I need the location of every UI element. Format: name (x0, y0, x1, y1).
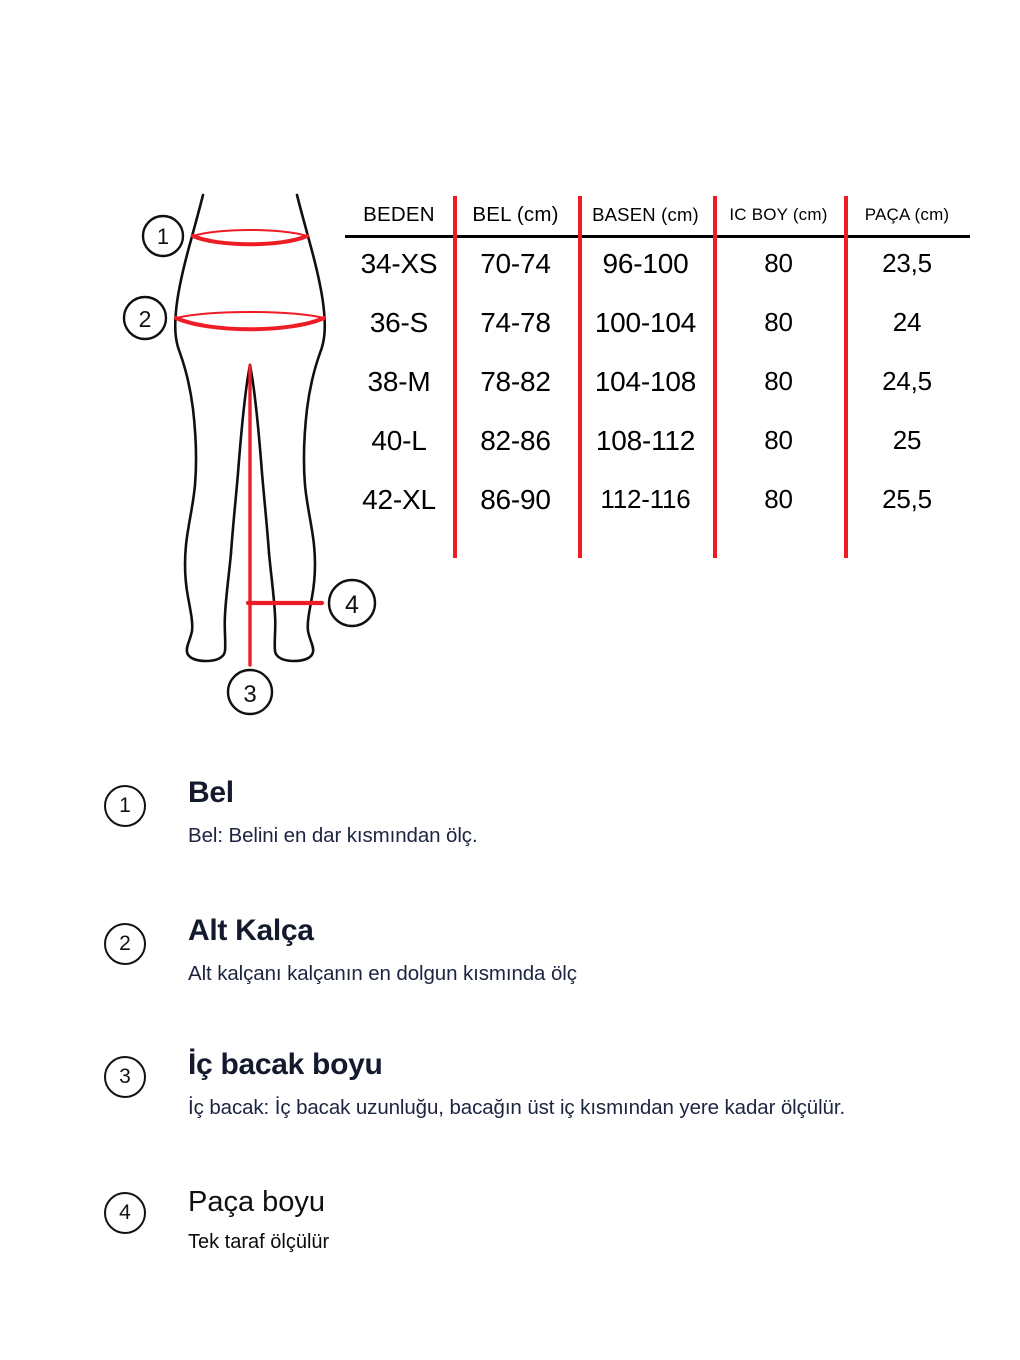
legend-title-bel: Bel (188, 776, 234, 809)
legend-text-block (188, 1188, 934, 1255)
cell-ic-boy: 80 (764, 366, 793, 396)
size-chart-table (345, 196, 970, 561)
column-divider-2 (578, 196, 582, 558)
column-divider-4 (844, 196, 848, 558)
legend-badge-4: 4 (104, 1192, 146, 1234)
cell-paca: 24 (892, 307, 922, 337)
cell-paca: 25 (892, 425, 922, 455)
figure-badge-3-label: 3 (243, 681, 257, 708)
figure-badge-2 (124, 297, 166, 339)
hip-measure-line-back (176, 312, 324, 318)
cell-bel: 82-86 (480, 424, 551, 456)
column-header-beden: BEDEN (363, 203, 435, 226)
legend-badge-3: 3 (104, 1056, 146, 1098)
waist-measure-line (193, 236, 307, 244)
table-row (345, 234, 970, 293)
table-header (345, 196, 970, 234)
cell-paca: 24,5 (882, 366, 932, 396)
cell-beden: 36-S (369, 306, 429, 338)
table-header-row (345, 196, 970, 234)
cell-beden: 34-XS (360, 247, 438, 279)
column-divider-3 (713, 196, 717, 558)
column-header-ic-boy: IC BOY (cm) (729, 205, 828, 224)
legend-text-block (188, 1050, 934, 1121)
cell-basen: 96-100 (602, 247, 689, 279)
column-header-basen: BASEN (cm) (592, 204, 699, 225)
table-row (345, 293, 970, 352)
header-divider-rule (345, 235, 970, 238)
cell-bel: 70-74 (480, 247, 551, 279)
legend-badge-2: 2 (104, 923, 146, 965)
cell-bel: 74-78 (480, 306, 551, 338)
cell-bel: 78-82 (480, 365, 551, 397)
legend-item-alt-kalca (104, 916, 934, 987)
figure-badge-3 (228, 670, 272, 714)
cell-ic-boy: 80 (764, 248, 793, 278)
column-header-paca: PAÇA (cm) (864, 205, 950, 224)
legend-desc-ic-bacak-boyu: İç bacak: İç bacak uzunluğu, bacağın üst iç kısmından yere kadar ölçülür. (188, 1096, 846, 1119)
legend-desc-bel: Bel: Belini en dar kısmından ölç. (188, 824, 478, 847)
figure-badge-4 (329, 580, 375, 626)
cell-basen: 112-116 (600, 484, 691, 514)
cell-basen: 104-108 (594, 365, 697, 397)
legend-desc-paca-boyu: Tek taraf ölçülür (188, 1231, 330, 1253)
legend-text-block (188, 778, 934, 849)
figure-badge-4-label: 4 (345, 591, 359, 619)
legend-item-bel (104, 778, 934, 849)
table-row (345, 411, 970, 470)
cell-bel: 86-90 (480, 483, 551, 515)
legend-title-ic-bacak-boyu: İç bacak boyu (188, 1048, 383, 1081)
cell-beden: 38-M (367, 365, 431, 397)
legend-title-alt-kalca: Alt Kalça (188, 914, 314, 947)
legend-text-block (188, 916, 934, 987)
legend-desc-alt-kalca: Alt kalçanı kalçanın en dolgun kısmında ölç (188, 962, 577, 985)
legend-title-paca-boyu: Paça boyu (188, 1186, 326, 1218)
table-body (345, 234, 970, 529)
cell-beden: 42-XL (362, 483, 436, 515)
table-row (345, 470, 970, 529)
cell-ic-boy: 80 (764, 425, 793, 455)
figure-badge-2-label: 2 (138, 306, 152, 332)
column-divider-1 (453, 196, 457, 558)
cell-paca: 23,5 (882, 248, 932, 278)
legend-item-ic-bacak-boyu (104, 1050, 934, 1121)
figure-badge-1-label: 1 (156, 224, 170, 249)
cell-basen: 108-112 (595, 424, 696, 456)
cell-basen: 100-104 (594, 306, 697, 338)
cell-ic-boy: 80 (764, 484, 793, 514)
waist-measure-line-back (193, 230, 307, 236)
legend-item-paca-boyu (104, 1188, 934, 1255)
figure-badge-1 (143, 216, 183, 256)
cell-beden: 40-L (371, 424, 427, 456)
table-row (345, 352, 970, 411)
cell-ic-boy: 80 (764, 307, 793, 337)
size-table-element (345, 196, 970, 529)
column-header-bel: BEL (cm) (472, 203, 559, 226)
hip-measure-line (176, 318, 324, 329)
cell-paca: 25,5 (882, 484, 932, 514)
legend-badge-1: 1 (104, 785, 146, 827)
